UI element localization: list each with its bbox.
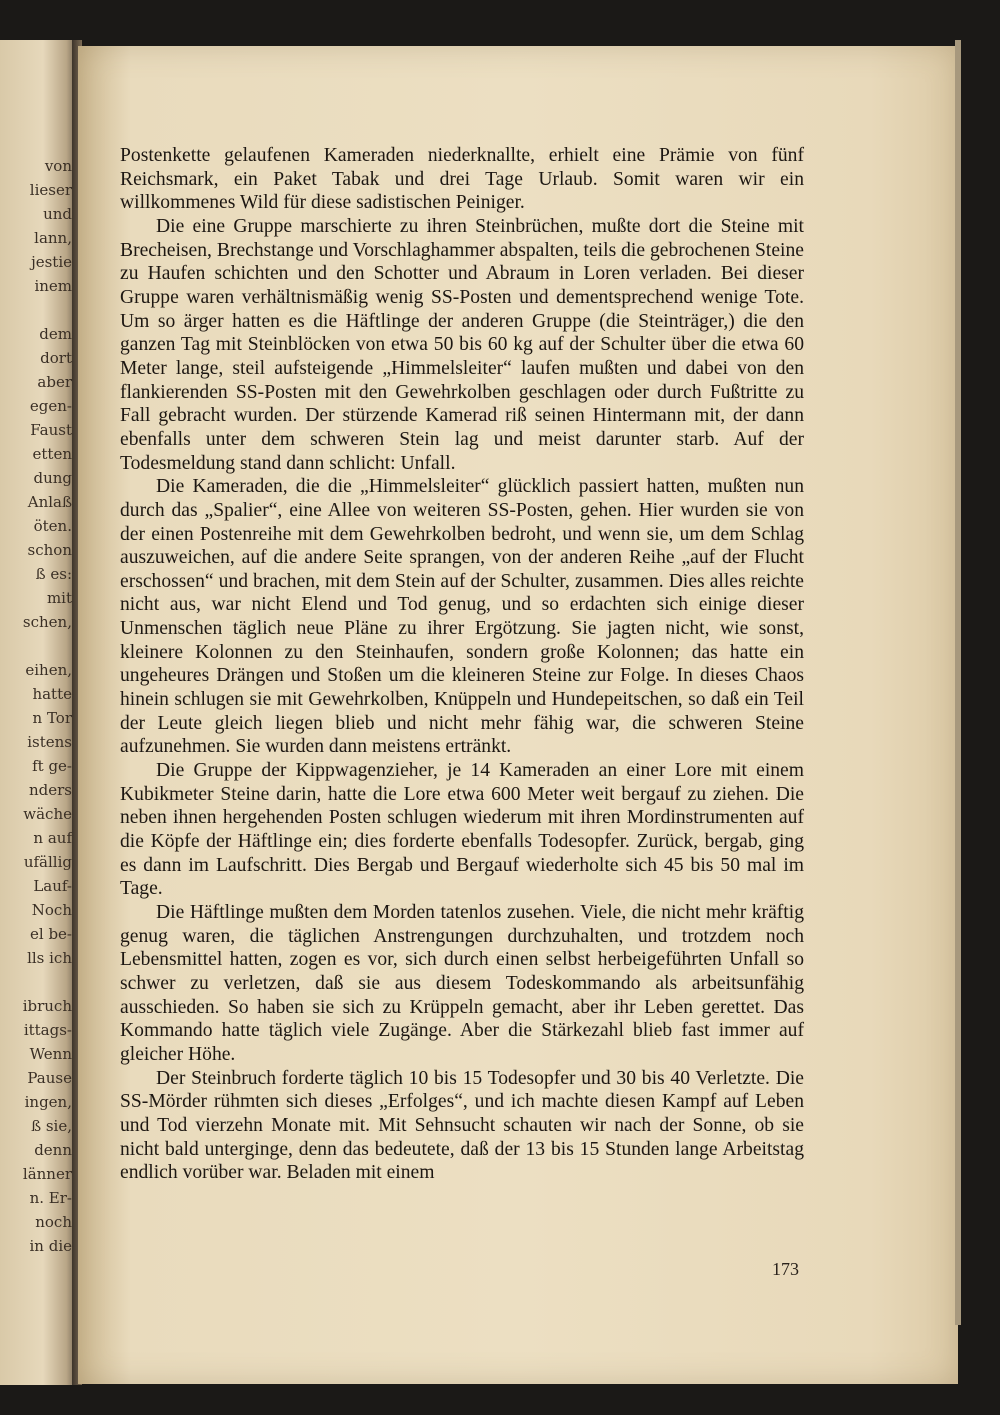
left-page-fragment: denn: [34, 1141, 72, 1159]
left-page-fragment: Anlaß: [27, 493, 72, 511]
page-edge: [955, 40, 961, 1325]
left-page-fragment: n Tor: [32, 709, 72, 727]
left-page-fragment: istens: [27, 733, 72, 751]
left-page-fragment: eihen,: [25, 661, 72, 679]
left-page-fragment: Wenn: [29, 1045, 72, 1063]
left-page-fragment: jestie: [31, 253, 72, 271]
left-page-fragment: egen-: [29, 397, 72, 415]
left-page-fragment: nders: [28, 781, 72, 799]
left-page-fragment: von: [44, 157, 72, 175]
left-page-fragment: el be-: [30, 925, 72, 943]
left-page-fragment: hatte: [32, 685, 72, 703]
left-page-fragment: inem: [34, 277, 72, 295]
left-page-fragment: dung: [33, 469, 72, 487]
left-page-fragment: öten.: [33, 517, 72, 535]
paragraph: Die Kameraden, die die „Himmelsleiter“ glücklich passiert hatten, mußten nun durch das „Spalier“, eine Allee von weiteren SS-Posten, gehen. Hier wurden sie von der einen Postenreihe mit dem Gewehrkolben bedroht, und wenn sie, um dem Schlag auszuweichen, auf die andere Seite sprangen, von der anderen Reihe „auf der Flucht erschossen“ und brachen, mit dem Stein auf der Schulter, zusammen. Dies alles reichte nicht aus, war nicht Elend und Tod genug, und so erdachten sich einige dieser Unmenschen täglich neue Pläne zu ihrer Ergötzung. Sie jagten nicht, wie sonst, kleinere Kolonnen zu den Steinhaufen, sondern große Kolonnen; das hatte ein ungeheures Drängen und Stoßen um die kleineren Steine zur Folge. In dieses Chaos hinein schlugen sie mit Gewehrkolben, Knüppeln und Hundepeitschen, so daß ein Teil der Leute gleich liegen blieb und nicht mehr fähig war, die schweren Steine aufzunehmen. Sie wurden dann meistens ertränkt.: [120, 476, 804, 758]
left-page-fragment: etten: [32, 445, 72, 463]
left-page-fragment: Pause: [27, 1069, 72, 1087]
left-page-fragment: schon: [27, 541, 72, 559]
left-page-fragment: lieser: [29, 181, 72, 199]
paragraph: Die eine Gruppe marschierte zu ihren Steinbrüchen, mußte dort die Steine mit Brecheisen, Brechstange und Vorschlaghammer abspalten, teils die gebrochenen Steine zu Haufen schichten und den Schotter und Abraum in Loren verladen. Bei dieser Gruppe waren verhältnismäßig wenig SS-Posten und dementsprechend wenige Tote. Um so ärger hatten es die Häftlinge der anderen Gruppe (die Steinträger,) die den ganzen Tag mit Steinblöcken von etwa 50 bis 60 kg auf der Schulter über die etwa 60 Meter lange, steil aufsteigende „Himmelsleiter“ laufen mußten und dabei von den flankierenden SS-Posten mit den Gewehrkolben geschlagen oder durch Fußtritte zu Fall gebracht wurden. Der stürzende Kamerad riß seinen Hintermann mit, der dann ebenfalls unter dem schweren Stein lag und meist darunter starb. Auf der Todesmeldung stand dann schlicht: Unfall.: [120, 215, 804, 474]
paragraph: Die Häftlinge mußten dem Morden tatenlos zusehen. Viele, die nicht mehr kräftig genug waren, die täglichen Anstrengungen durchzuhalten, und trotzdem noch Lebensmittel hatten, zogen es vor, sich durch einen selbst herbeigeführten Unfall so schwer zu verletzen, daß sie aus diesem Todeskommando als arbeitsunfähig ausschieden. So haben sie sich zu Krüppeln gemacht, aber ihr Leben gerettet. Das Kommando hatte täglich viele Zugänge. Aber die Stärkezahl blieb fast immer auf gleicher Höhe.: [120, 902, 804, 1065]
page-number: 173: [772, 1259, 799, 1279]
paragraph: Der Steinbruch forderte täglich 10 bis 15 Todesopfer und 30 bis 40 Verletzte. Die SS-Mörder rühmten sich dieses „Erfolges“, und ich machte diesen Kampf auf Leben und Tod vierzehn Monate mit. Mit Sehnsucht schauten wir nach der Sonne, ob sie nicht bald unterginge, denn das bedeutete, daß der 13 bis 15 Stunden lange Arbeitstag endlich vorüber war. Beladen mit einem: [120, 1067, 804, 1184]
left-page-fragment: ß es:: [35, 565, 72, 583]
left-page-fragment: dort: [40, 349, 72, 367]
left-page-fragment: wäche: [23, 805, 72, 823]
left-page-fragment: ittags-: [23, 1021, 72, 1039]
left-page-fragment: aber: [37, 373, 72, 391]
paragraph: Die Gruppe der Kippwagenzieher, je 14 Kameraden an einer Lore mit einem Kubikmeter Steine darin, hatte die Lore etwa 600 Meter weit bergauf zu ziehen. Die neben ihnen hergehenden Posten schlugen wiederum mit ihren Mordinstrumenten auf die Köpfe der Häftlinge ein; dies forderte ebenfalls Todesopfer. Zurück, bergab, ging es dann im Laufschritt. Dies Bergab und Bergauf wiederholte sich 45 bis 50 mal im Tage.: [120, 760, 804, 900]
left-page-fragment: ingen,: [24, 1093, 72, 1111]
left-page-fragment: Faust: [30, 421, 72, 439]
left-page-fragment: ufällig: [23, 853, 72, 871]
paragraph: Postenkette gelaufenen Kameraden niederknallte, erhielt eine Prämie von fünf Reichsmark, ein Paket Tabak und drei Tage Urlaub. Somit waren wir ein willkommenes Wild für diese sadistischen Peiniger.: [120, 145, 804, 214]
left-page-fragment: Lauf-: [33, 877, 72, 895]
left-page-fragment: n. Er-: [29, 1189, 72, 1207]
left-page-fragment: ft ge-: [32, 757, 72, 775]
left-page-fragment: ß sie,: [31, 1117, 72, 1135]
left-page-fragment: dem: [39, 325, 72, 343]
left-page-fragment: mit: [46, 589, 72, 607]
left-page-fragment: schen,: [22, 613, 72, 631]
left-page-fragment: und: [43, 205, 72, 223]
left-page-fragment: noch: [35, 1213, 72, 1231]
left-page-fragment: in die: [29, 1237, 72, 1255]
left-page-fragment: länner: [22, 1165, 72, 1183]
left-page-fragment: Noch: [31, 901, 72, 919]
left-page-fragment: lls ich: [27, 949, 72, 967]
left-page-fragment: n auf: [33, 829, 72, 847]
left-page-fragment: ibruch: [22, 997, 72, 1015]
body-text: [120, 144, 804, 1185]
left-page-edge: [0, 40, 78, 1385]
left-page-fragment: lann,: [34, 229, 72, 247]
